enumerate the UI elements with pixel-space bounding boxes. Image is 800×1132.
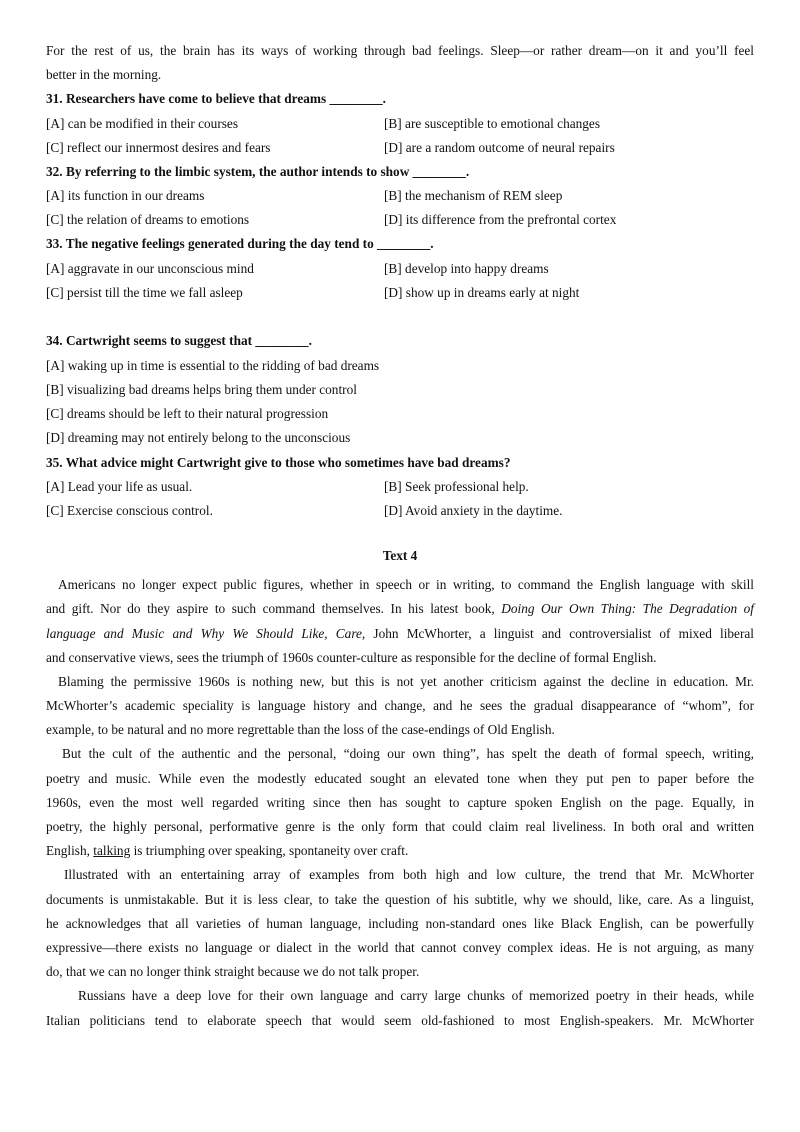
p1-line-4: and conservative views, sees the triumph of 1960s counter-culture as responsible for the decline of formal English. <box>46 650 657 665</box>
q34-option-d: [D] dreaming may not entirely belong to the unconscious <box>46 430 351 445</box>
book-title-part-1: Doing Our Own Thing: The Degradation of <box>501 601 755 616</box>
p1-line-3-text: , John McWhorter, a linguist and controversialist of mixed liberal <box>361 626 754 641</box>
p1-line-2-text: and gift. Nor do they aspire to such command themselves. In his latest book, <box>46 601 495 616</box>
p3-line-3: 1960s, even the most well regarded writing since then has sought to capture spoken English on the page. Equally, in <box>46 795 754 810</box>
p2-line-3: example, to be natural and no more regrettable than the loss of the case-endings of Old English. <box>46 722 555 737</box>
p2-line-2: McWhorter’s academic speciality is language history and change, and he sees the gradual disappearance of “whom”, for <box>46 698 754 713</box>
q31-option-c: [C] reflect our innermost desires and fears <box>46 140 271 155</box>
p1-line-1: Americans no longer expect public figures, whether in speech or in writing, to command the English language with skill <box>58 577 754 592</box>
p3-line-5-end: is triumphing over speaking, spontaneity over craft. <box>133 843 409 858</box>
question-33-stem: 33. The negative feelings generated during the day tend to ________. <box>46 236 434 251</box>
q33-option-d: [D] show up in dreams early at night <box>384 285 580 300</box>
p3-line-4: poetry, the highly personal, performative genre is the only form that could claim real liveliness. In both oral and written <box>46 819 754 834</box>
q31-option-b: [B] are susceptible to emotional changes <box>384 116 601 131</box>
question-34-stem: 34. Cartwright seems to suggest that ________. <box>46 333 312 348</box>
p3-line-1: But the cult of the authentic and the personal, “doing our own thing”, has spelt the death of formal speech, writing, <box>62 746 754 761</box>
p4-line-2: documents is unmistakable. But it is less clear, to take the question of his subtitle, why we should, like, care. As a linguist, <box>46 892 754 907</box>
q31-option-d: [D] are a random outcome of neural repairs <box>384 140 615 155</box>
text-4-heading: Text 4 <box>382 548 418 563</box>
p4-line-3: he acknowledges that all varieties of human language, including non-standard ones like Black English, can be powerfully <box>46 916 754 931</box>
question-32-stem: 32. By referring to the limbic system, the author intends to show ________. <box>46 164 470 179</box>
q35-option-b: [B] Seek professional help. <box>384 479 529 494</box>
q33-option-a: [A] aggravate in our unconscious mind <box>46 261 254 276</box>
q35-option-a: [A] Lead your life as usual. <box>46 479 193 494</box>
question-31-stem: 31. Researchers have come to believe that dreams ________. <box>46 91 386 106</box>
q35-option-d: [D] Avoid anxiety in the daytime. <box>384 503 563 518</box>
q32-option-d: [D] its difference from the prefrontal cortex <box>384 212 617 227</box>
p4-line-4: expressive—there exists no language or dialect in the world that cannot convey complex ideas. He is not arguing, as many <box>46 940 754 955</box>
p4-line-5: do, that we can no longer think straight because we do not talk proper. <box>46 964 420 979</box>
intro-line-1: For the rest of us, the brain has its ways of working through bad feelings. Sleep—or rather dream—on it and you’ll feel <box>46 43 754 58</box>
p5-line-2: Italian politicians tend to elaborate speech that would seem old-fashioned to most English-speakers. Mr. McWhorter <box>46 1013 754 1028</box>
question-35-stem: 35. What advice might Cartwright give to those who sometimes have bad dreams? <box>46 455 511 470</box>
q34-option-b: [B] visualizing bad dreams helps bring them under control <box>46 382 357 397</box>
p3-line-5-start: English, <box>46 843 90 858</box>
q32-option-a: [A] its function in our dreams <box>46 188 205 203</box>
p5-line-1: Russians have a deep love for their own language and carry large chunks of memorized poetry in their heads, while <box>78 988 754 1003</box>
q34-option-c: [C] dreams should be left to their natural progression <box>46 406 329 421</box>
p1-line-3 <box>46 625 754 643</box>
q33-option-b: [B] develop into happy dreams <box>384 261 549 276</box>
p3-line-5 <box>46 842 754 860</box>
q33-option-c: [C] persist till the time we fall asleep <box>46 285 243 300</box>
intro-line-2: better in the morning. <box>46 67 162 82</box>
p1-line-2 <box>46 600 754 618</box>
book-title-part-2: language and Music and Why We Should Like, Care <box>46 626 362 641</box>
q35-option-c: [C] Exercise conscious control. <box>46 503 213 518</box>
p4-line-1: Illustrated with an entertaining array of examples from both high and low culture, the trend that Mr. McWhorter <box>64 867 754 882</box>
underlined-word-talking: talking <box>93 843 131 858</box>
q31-option-a: [A] can be modified in their courses <box>46 116 238 131</box>
p3-line-2: poetry and music. While even the modestly educated sought an elevated tone when they put pen to paper before the <box>46 771 754 786</box>
q32-option-b: [B] the mechanism of REM sleep <box>384 188 563 203</box>
q32-option-c: [C] the relation of dreams to emotions <box>46 212 250 227</box>
q34-option-a: [A] waking up in time is essential to the ridding of bad dreams <box>46 358 380 373</box>
p2-line-1: Blaming the permissive 1960s is nothing new, but this is not yet another criticism against the decline in education. Mr. <box>58 674 754 689</box>
